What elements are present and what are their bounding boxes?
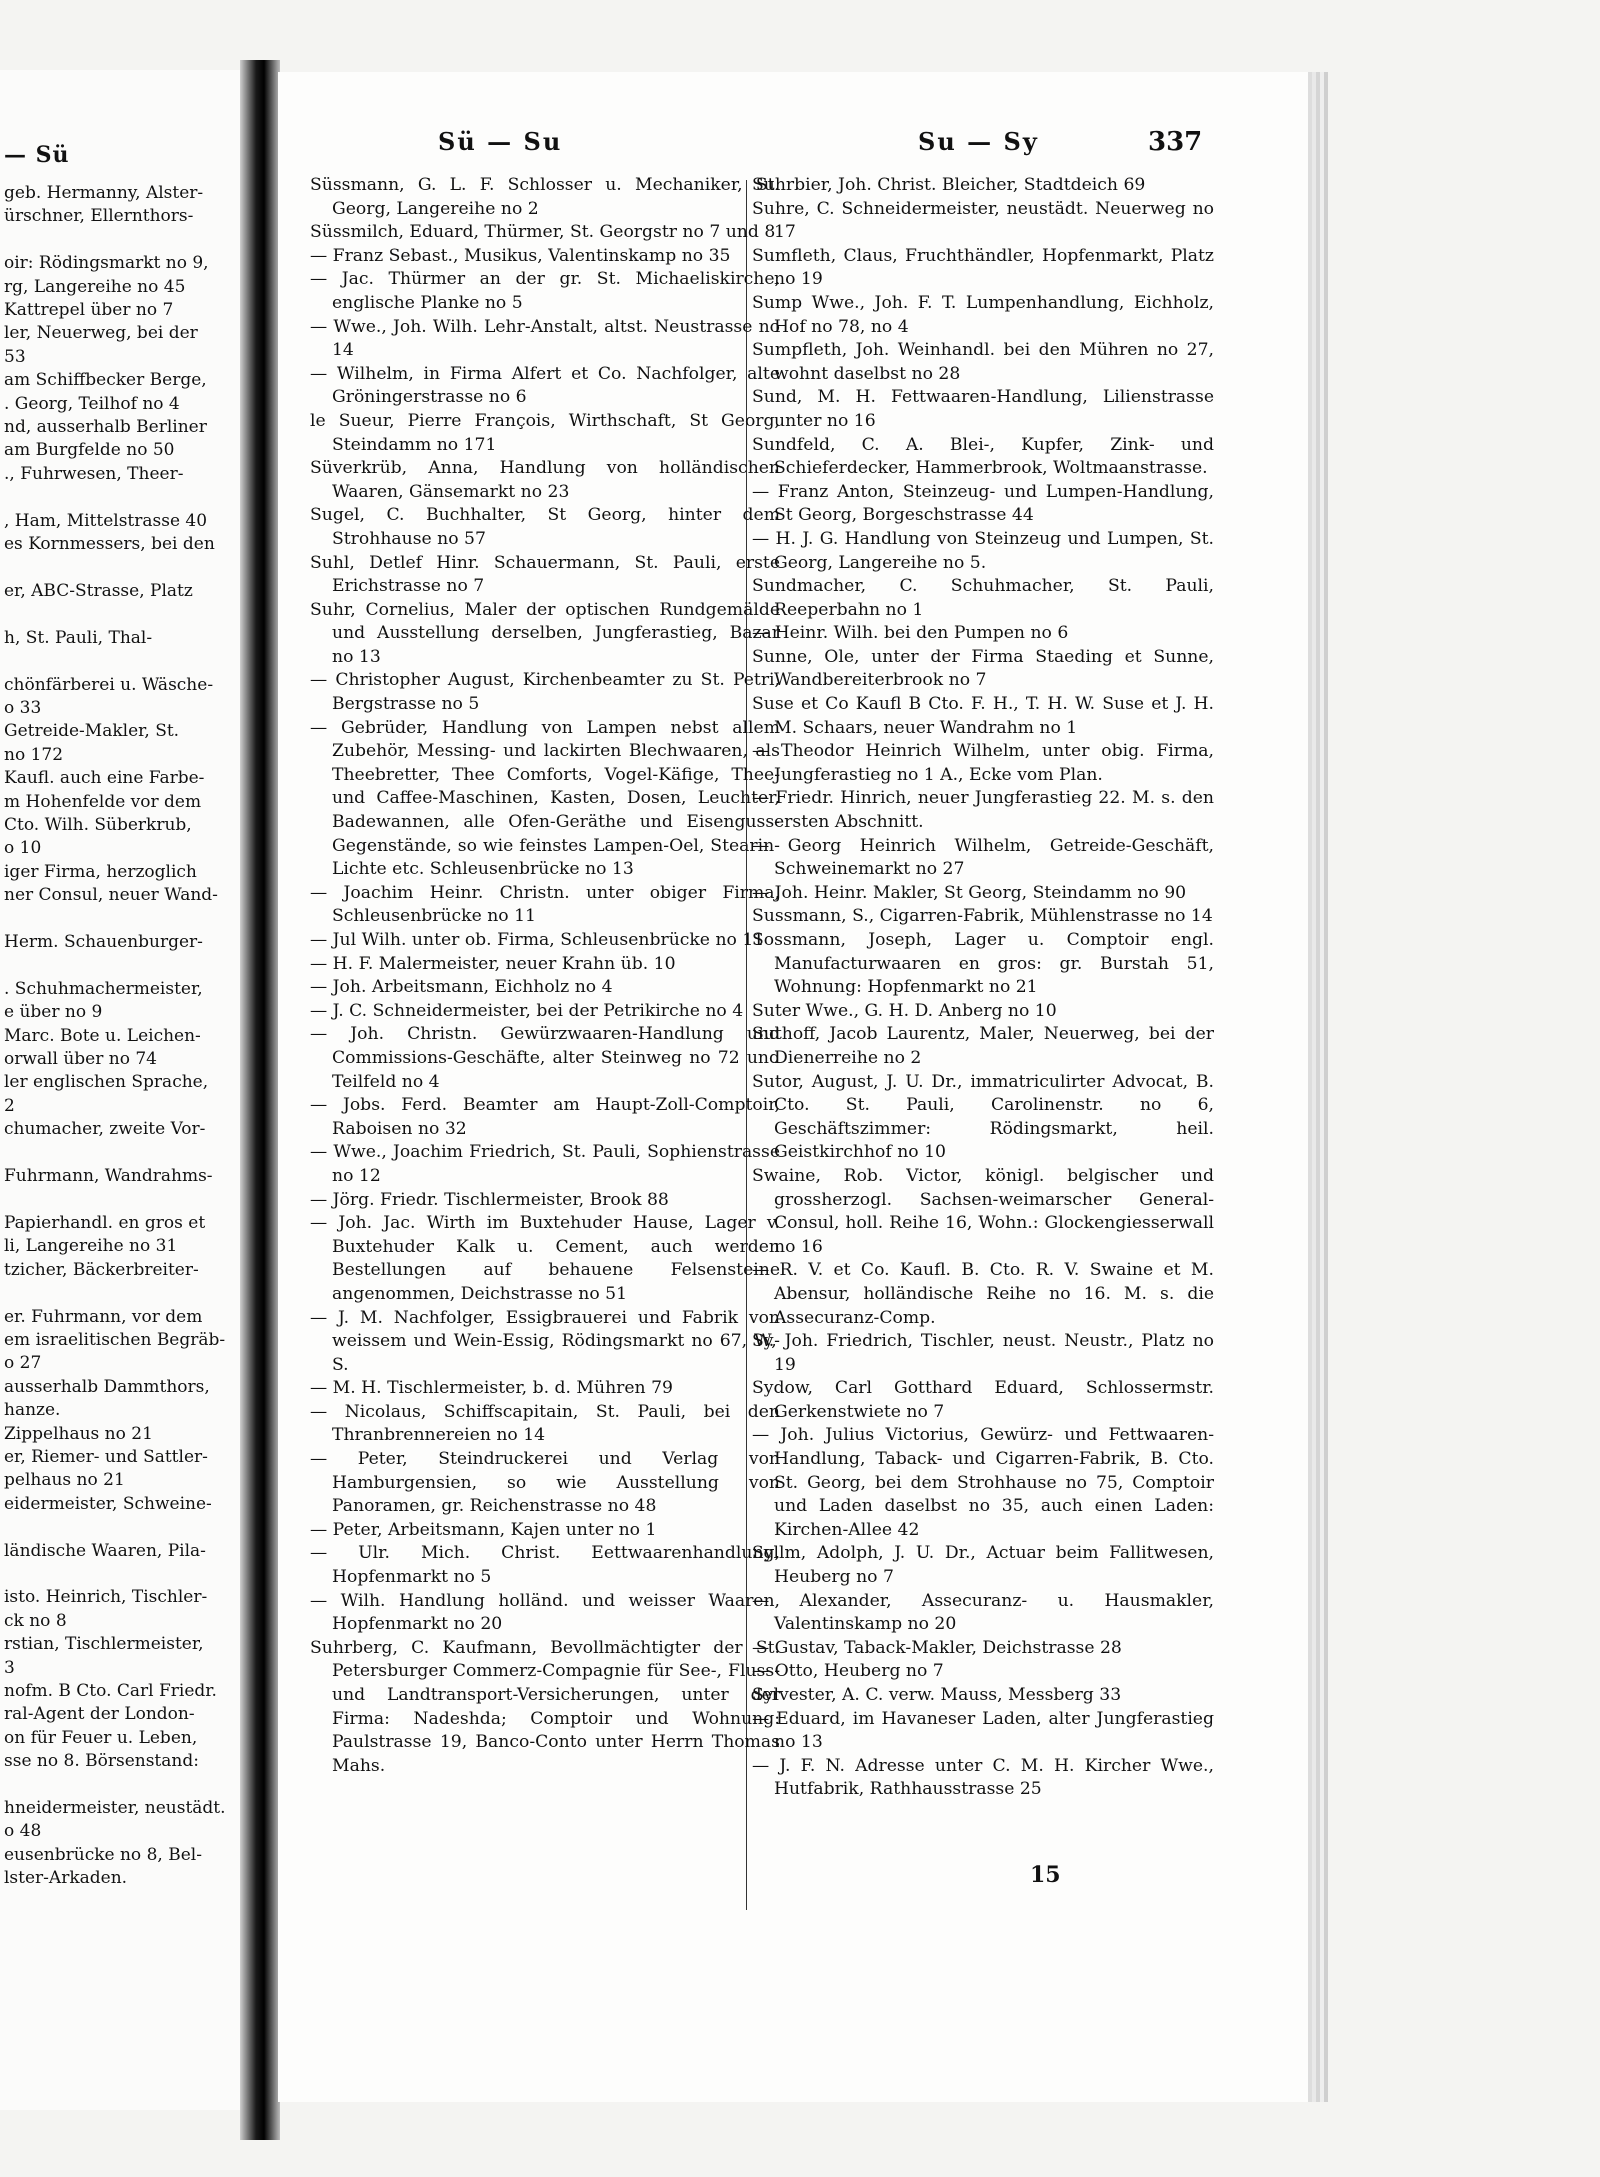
directory-entry: Suhrbier, Joh. Christ. Bleicher, Stadtdeich 69 bbox=[752, 175, 1146, 195]
left-page-lines bbox=[0, 182, 250, 1891]
directory-entry: — R. V. et Co. Kaufl. B. Cto. R. V. Swaine et M. Abensur, holländische Reihe no 16. M. s. die Assecuranz-Comp. bbox=[752, 1260, 1214, 1328]
directory-entry: — J. M. Nachfolger, Essigbrauerei und Fabrik von weissem und Wein-Essig, Rödingsmarkt no 67, W.-S. bbox=[310, 1307, 780, 1375]
left-page-line: er, Riemer- und Sattler- bbox=[4, 1446, 208, 1467]
directory-entry: Suter Wwe., G. H. D. Anberg no 10 bbox=[752, 1000, 1057, 1021]
directory-entry: — Georg Heinrich Wilhelm, Getreide-Geschäft, Schweinemarkt no 27 bbox=[752, 835, 1214, 880]
left-page-line: 3 bbox=[4, 1657, 15, 1678]
left-page-line bbox=[0, 1516, 250, 1539]
directory-entry: — Franz Anton, Steinzeug- und Lumpen-Handlung, St Georg, Borgeschstrasse 44 bbox=[752, 481, 1214, 526]
left-page-line: 2 bbox=[4, 1095, 15, 1116]
left-page-line bbox=[0, 229, 250, 252]
left-page-line: ck no 8 bbox=[4, 1610, 67, 1631]
left-page-line: o 48 bbox=[4, 1821, 42, 1842]
directory-entry: Suthoff, Jacob Laurentz, Maler, Neuerweg, bei der Dienerreihe no 2 bbox=[752, 1024, 1214, 1068]
directory-entry: — Peter, Steindruckerei und Verlag von Hamburgensien, so wie Ausstellung von Panoramen, gr. Reichenstrasse no 48 bbox=[310, 1449, 780, 1517]
running-header bbox=[278, 127, 1308, 167]
directory-entry: Sump Wwe., Joh. F. T. Lumpenhandlung, Eichholz, Hof no 78, no 4 bbox=[752, 292, 1214, 337]
left-page-line: o 33 bbox=[4, 697, 42, 718]
directory-entry: Süssmann, G. L. F. Schlosser u. Mechaniker, St. Georg, Langereihe no 2 bbox=[310, 175, 780, 219]
left-page-line bbox=[0, 1142, 250, 1165]
directory-entry: Sumfleth, Claus, Fruchthändler, Hopfenmarkt, Platz no 19 bbox=[752, 245, 1214, 290]
book-binding bbox=[240, 60, 280, 2140]
left-page-line: m Hohenfelde vor dem bbox=[4, 791, 202, 812]
left-page-line: ., Fuhrwesen, Theer- bbox=[4, 463, 184, 484]
left-page-line: li, Langereihe no 31 bbox=[4, 1236, 178, 1257]
directory-entry: — Peter, Arbeitsmann, Kajen unter no 1 bbox=[310, 1519, 657, 1540]
left-page-line: o 27 bbox=[4, 1353, 42, 1374]
directory-entry: — Gebrüder, Handlung von Lampen nebst allem Zubehör, Messing- und lackirten Blechwaaren, als Theebretter, Thee Comforts, Vogel-Käfige, Thee- und Caffee-Maschinen, Kasten, Dosen, Leuchter, Badewannen, alle Ofen-Geräthe und Eisenguss-Gegenstände, so wie feinstes Lampen-Oel, Stearin-Lichte etc. Schleusenbrücke no 13 bbox=[310, 717, 780, 880]
left-page-line: tzicher, Bäckerbreiter- bbox=[4, 1259, 199, 1280]
directory-entry: — Alexander, Assecuranz- u. Hausmakler, Valentinskamp no 20 bbox=[752, 1590, 1214, 1635]
left-page-line: es Kornmessers, bei den bbox=[4, 534, 215, 555]
directory-entry: Suhrberg, C. Kaufmann, Bevollmächtigter der St. Petersburger Commerz-Compagnie für See-, Fluss- und Landtransport-Versicherungen, unter der Firma: Nadeshda; Comptoir und Wohnung: Paulstrasse 19, Banco-Conto unter Herrn Thomas Mahs. bbox=[310, 1637, 780, 1776]
left-page-line: ürschner, Ellernthors- bbox=[4, 206, 194, 227]
directory-entry: Sy, Joh. Friedrich, Tischler, neust. Neustr., Platz no 19 bbox=[752, 1331, 1214, 1375]
left-page-line: eusenbrücke no 8, Bel- bbox=[4, 1844, 202, 1865]
left-page-line: eidermeister, Schweine- bbox=[4, 1493, 212, 1514]
left-page-line: er. Fuhrmann, vor dem bbox=[4, 1306, 203, 1327]
left-page-line: Cto. Wilh. Süberkrub, bbox=[4, 814, 192, 835]
left-page-line: Zippelhaus no 21 bbox=[4, 1423, 153, 1444]
left-page-line: rstian, Tischlermeister, bbox=[4, 1634, 204, 1655]
directory-entry: — Jörg. Friedr. Tischlermeister, Brook 88 bbox=[310, 1189, 669, 1210]
header-right: Su — Sy bbox=[918, 127, 1039, 156]
left-page-line: chumacher, zweite Vor- bbox=[4, 1119, 206, 1140]
left-page-line: ler englischen Sprache, bbox=[4, 1072, 209, 1093]
directory-entry: Süverkrüb, Anna, Handlung von holländischen Waaren, Gänsemarkt no 23 bbox=[310, 458, 780, 502]
left-page-line: am Schiffbecker Berge, bbox=[4, 370, 207, 391]
directory-entry: — Joh. Christn. Gewürzwaaren-Handlung und Commissions-Geschäfte, alter Steinweg no 72 und Teilfeld no 4 bbox=[310, 1024, 780, 1092]
directory-entry: Sundmacher, C. Schuhmacher, St. Pauli, Reeperbahn no 1 bbox=[752, 576, 1214, 620]
directory-entry: — Ulr. Mich. Christ. Eettwaarenhandlung, Hopfenmarkt no 5 bbox=[310, 1543, 780, 1588]
directory-entry: Sylvester, A. C. verw. Mauss, Messberg 33 bbox=[752, 1685, 1122, 1705]
left-page-line: Kaufl. auch eine Farbe- bbox=[4, 768, 205, 789]
left-page-line: isto. Heinrich, Tischler- bbox=[4, 1587, 208, 1608]
left-page-line: o 10 bbox=[4, 838, 42, 859]
directory-entry: — Franz Sebast., Musikus, Valentinskamp no 35 bbox=[310, 245, 731, 266]
directory-entry: — Nicolaus, Schiffscapitain, St. Pauli, bei den Thranbrennereien no 14 bbox=[310, 1401, 780, 1446]
directory-entry: — Joh. Julius Victorius, Gewürz- und Fettwaaren-Handlung, Taback- und Cigarren-Fabrik, B. Cto. St. Georg, bei dem Strohhause no 75, Comptoir und Laden daselbst no 35, auch einen Laden: Kirchen-Allee 42 bbox=[752, 1425, 1214, 1540]
left-page-line: hanze. bbox=[4, 1400, 61, 1421]
directory-entry: — Christopher August, Kirchenbeamter zu St. Petri, Bergstrasse no 5 bbox=[310, 670, 780, 715]
left-page-header: — Sü bbox=[4, 142, 70, 168]
left-page-line: Papierhandl. en gros et bbox=[4, 1212, 206, 1233]
left-page-line bbox=[0, 603, 250, 626]
left-page-line: oir: Rödingsmarkt no 9, bbox=[4, 253, 209, 274]
directory-entry: — Friedr. Hinrich, neuer Jungferastieg 22. M. s. den ersten Abschnitt. bbox=[752, 788, 1214, 833]
directory-entry: — Jac. Thürmer an der gr. St. Michaeliskirche, englische Planke no 5 bbox=[310, 269, 780, 313]
left-page-line: lster-Arkaden. bbox=[4, 1868, 128, 1889]
left-page-line bbox=[0, 557, 250, 580]
left-page-line: nd, ausserhalb Berliner bbox=[4, 417, 207, 438]
left-page-line: nofm. B Cto. Carl Friedr. bbox=[4, 1681, 217, 1701]
left-page-line: no 172 bbox=[4, 744, 64, 765]
left-page-line: h, St. Pauli, Thal- bbox=[4, 627, 153, 648]
left-page-line: on für Feuer u. Leben, bbox=[4, 1727, 198, 1748]
left-page-line: 53 bbox=[4, 346, 26, 367]
column-b bbox=[752, 174, 1214, 1802]
page-number: 337 bbox=[1148, 127, 1203, 157]
directory-entry: — H. J. G. Handlung von Steinzeug und Lumpen, St. Georg, Langereihe no 5. bbox=[752, 528, 1214, 573]
left-page-line: Marc. Bote u. Leichen- bbox=[4, 1025, 201, 1046]
left-page-line bbox=[0, 1774, 250, 1797]
left-page-line: ler, Neuerweg, bei der bbox=[4, 323, 198, 344]
directory-entry: — Wwe., Joh. Wilh. Lehr-Anstalt, altst. Neustrasse no 14 bbox=[310, 316, 780, 361]
left-page-line: am Burgfelde no 50 bbox=[4, 440, 175, 461]
directory-entry: — Joh. Arbeitsmann, Eichholz no 4 bbox=[310, 977, 613, 998]
directory-entry: Sugel, C. Buchhalter, St Georg, hinter dem Strohhause no 57 bbox=[310, 505, 780, 549]
left-page-line: Getreide-Makler, St. bbox=[4, 721, 180, 742]
left-page-line bbox=[0, 1563, 250, 1586]
directory-entry: Sutor, August, J. U. Dr., immatriculirter Advocat, B. Cto. St. Pauli, Carolinenstr. no 6, Geschäftszimmer: Rödingsmarkt, heil. Geistkirchhof no 10 bbox=[752, 1071, 1214, 1163]
left-page-line: er, ABC-Strasse, Platz bbox=[4, 580, 193, 601]
left-page-line: . Schuhmachermeister, bbox=[4, 978, 203, 999]
left-page-line bbox=[0, 1282, 250, 1305]
directory-entry: — Jobs. Ferd. Beamter am Haupt-Zoll-Comptoir, Raboisen no 32 bbox=[310, 1095, 780, 1139]
left-page-line: pelhaus no 21 bbox=[4, 1470, 125, 1491]
directory-entry: Sumpfleth, Joh. Weinhandl. bei den Mühren no 27, wohnt daselbst no 28 bbox=[752, 340, 1214, 384]
header-left: Sü — Su bbox=[438, 127, 563, 156]
directory-entry: — Wilh. Handlung holländ. und weisser Waaren, Hopfenmarkt no 20 bbox=[310, 1590, 780, 1635]
directory-entry: Süssmilch, Eduard, Thürmer, St. Georgstr no 7 und 8 bbox=[310, 222, 776, 243]
directory-entry: — Theodor Heinrich Wilhelm, unter obig. Firma, Jungferastieg no 1 A., Ecke vom Plan. bbox=[752, 741, 1214, 785]
left-page-line: rg, Langereihe no 45 bbox=[4, 276, 186, 297]
right-page bbox=[278, 72, 1308, 2102]
directory-entry: Suhre, C. Schneidermeister, neustädt. Neuerweg no 17 bbox=[752, 198, 1214, 243]
left-page-line: ausserhalb Dammthors, bbox=[4, 1376, 210, 1397]
directory-entry: Sundfeld, C. A. Blei-, Kupfer, Zink- und Schieferdecker, Hammerbrook, Woltmaanstrasse. bbox=[752, 434, 1214, 479]
directory-entry: le Sueur, Pierre François, Wirthschaft, St Georg, Steindamm no 171 bbox=[310, 410, 780, 455]
left-page-line: iger Firma, herzoglich bbox=[4, 861, 197, 882]
left-page-line: chönfärberei u. Wäsche- bbox=[4, 674, 214, 695]
directory-entry: — Otto, Heuberg no 7 bbox=[752, 1661, 944, 1682]
left-page-line bbox=[0, 486, 250, 509]
left-page-line: Kattrepel über no 7 bbox=[4, 300, 174, 321]
left-page-line: e über no 9 bbox=[4, 1002, 103, 1023]
left-page-line: ral-Agent der London- bbox=[4, 1704, 195, 1725]
left-page-line: hneidermeister, neustädt. bbox=[4, 1798, 226, 1819]
directory-entry: Swaine, Rob. Victor, königl. belgischer und grossherzogl. Sachsen-weimarscher General-Consul, holl. Reihe 16, Wohn.: Glockengiesserwall no 16 bbox=[752, 1165, 1214, 1257]
directory-entry: — Joh. Heinr. Makler, St Georg, Steindamm no 90 bbox=[752, 882, 1187, 903]
column-a bbox=[310, 174, 780, 1778]
directory-entry: — J. F. N. Adresse unter C. M. H. Kircher Wwe., Hutfabrik, Rathhausstrasse 25 bbox=[752, 1755, 1214, 1800]
left-page-line bbox=[0, 908, 250, 931]
directory-entry: — Joh. Jac. Wirth im Buxtehuder Hause, Lager v. Buxtehuder Kalk u. Cement, auch werden Bestellungen auf behauene Felsensteine angenommen, Deichstrasse no 51 bbox=[310, 1213, 780, 1304]
directory-entry: Syllm, Adolph, J. U. Dr., Actuar beim Fallitwesen, Heuberg no 7 bbox=[752, 1543, 1214, 1588]
directory-entry: — H. F. Malermeister, neuer Krahn üb. 10 bbox=[310, 953, 676, 974]
directory-entry: Sussmann, S., Cigarren-Fabrik, Mühlenstrasse no 14 bbox=[752, 906, 1213, 927]
directory-entry: — Joachim Heinr. Christn. unter obiger Firma, Schleusenbrücke no 11 bbox=[310, 882, 780, 927]
left-page-line: ländische Waaren, Pila- bbox=[4, 1540, 206, 1561]
directory-entry: — J. C. Schneidermeister, bei der Petrikirche no 4 bbox=[310, 1000, 744, 1021]
left-page-line: Herm. Schauenburger- bbox=[4, 932, 203, 952]
directory-entry: Suhr, Cornelius, Maler der optischen Rundgemälde und Ausstellung derselben, Jungferastieg, Bazar no 13 bbox=[310, 599, 780, 667]
directory-entry: Sund, M. H. Fettwaaren-Handlung, Lilienstrasse unter no 16 bbox=[752, 387, 1214, 431]
left-page-line bbox=[0, 1188, 250, 1211]
directory-entry: — Jul Wilh. unter ob. Firma, Schleusenbrücke no 11 bbox=[310, 930, 765, 950]
directory-entry: — M. H. Tischlermeister, b. d. Mühren 79 bbox=[310, 1378, 673, 1399]
left-page-column bbox=[0, 70, 250, 1891]
directory-entry: Sunne, Ole, unter der Firma Staeding et Sunne, Wandbereiterbrook no 7 bbox=[752, 646, 1214, 691]
directory-entry: — Eduard, im Havaneser Laden, alter Jungferastieg no 13 bbox=[752, 1708, 1214, 1753]
directory-entry: Suhl, Detlef Hinr. Schauermann, St. Pauli, erste Erichstrasse no 7 bbox=[310, 552, 780, 597]
left-page-line bbox=[0, 650, 250, 673]
directory-entry: Sydow, Carl Gotthard Eduard, Schlossermstr. Gerkenstwiete no 7 bbox=[752, 1378, 1214, 1422]
left-page-line: Fuhrmann, Wandrahms- bbox=[4, 1166, 213, 1187]
directory-entry: — Wilhelm, in Firma Alfert et Co. Nachfolger, alte Gröningerstrasse no 6 bbox=[310, 363, 780, 408]
left-page-line: geb. Hermanny, Alster- bbox=[4, 183, 204, 203]
directory-entry: — Wwe., Joachim Friedrich, St. Pauli, Sophienstrasse no 12 bbox=[310, 1142, 780, 1186]
directory-entry: Sossmann, Joseph, Lager u. Comptoir engl. Manufacturwaaren en gros: gr. Burstah 51, Wohnung: Hopfenmarkt no 21 bbox=[752, 930, 1214, 998]
signature-mark: 15 bbox=[1030, 1862, 1061, 1888]
left-page-line bbox=[0, 954, 250, 977]
left-page-line: orwall über no 74 bbox=[4, 1049, 157, 1070]
left-page-line: ner Consul, neuer Wand- bbox=[4, 885, 218, 906]
directory-entry: — Gustav, Taback-Makler, Deichstrasse 28 bbox=[752, 1637, 1122, 1658]
left-page-line: em israelitischen Begräb- bbox=[4, 1329, 226, 1350]
directory-entry: Suse et Co Kaufl B Cto. F. H., T. H. W. Suse et J. H. M. Schaars, neuer Wandrahm no 1 bbox=[752, 694, 1214, 738]
directory-entry: — Heinr. Wilh. bei den Pumpen no 6 bbox=[752, 623, 1069, 644]
left-page-line: sse no 8. Börsenstand: bbox=[4, 1751, 199, 1772]
left-page-line: . Georg, Teilhof no 4 bbox=[4, 393, 180, 414]
left-page bbox=[0, 70, 251, 2110]
left-page-line: , Ham, Mittelstrasse 40 bbox=[4, 510, 208, 531]
